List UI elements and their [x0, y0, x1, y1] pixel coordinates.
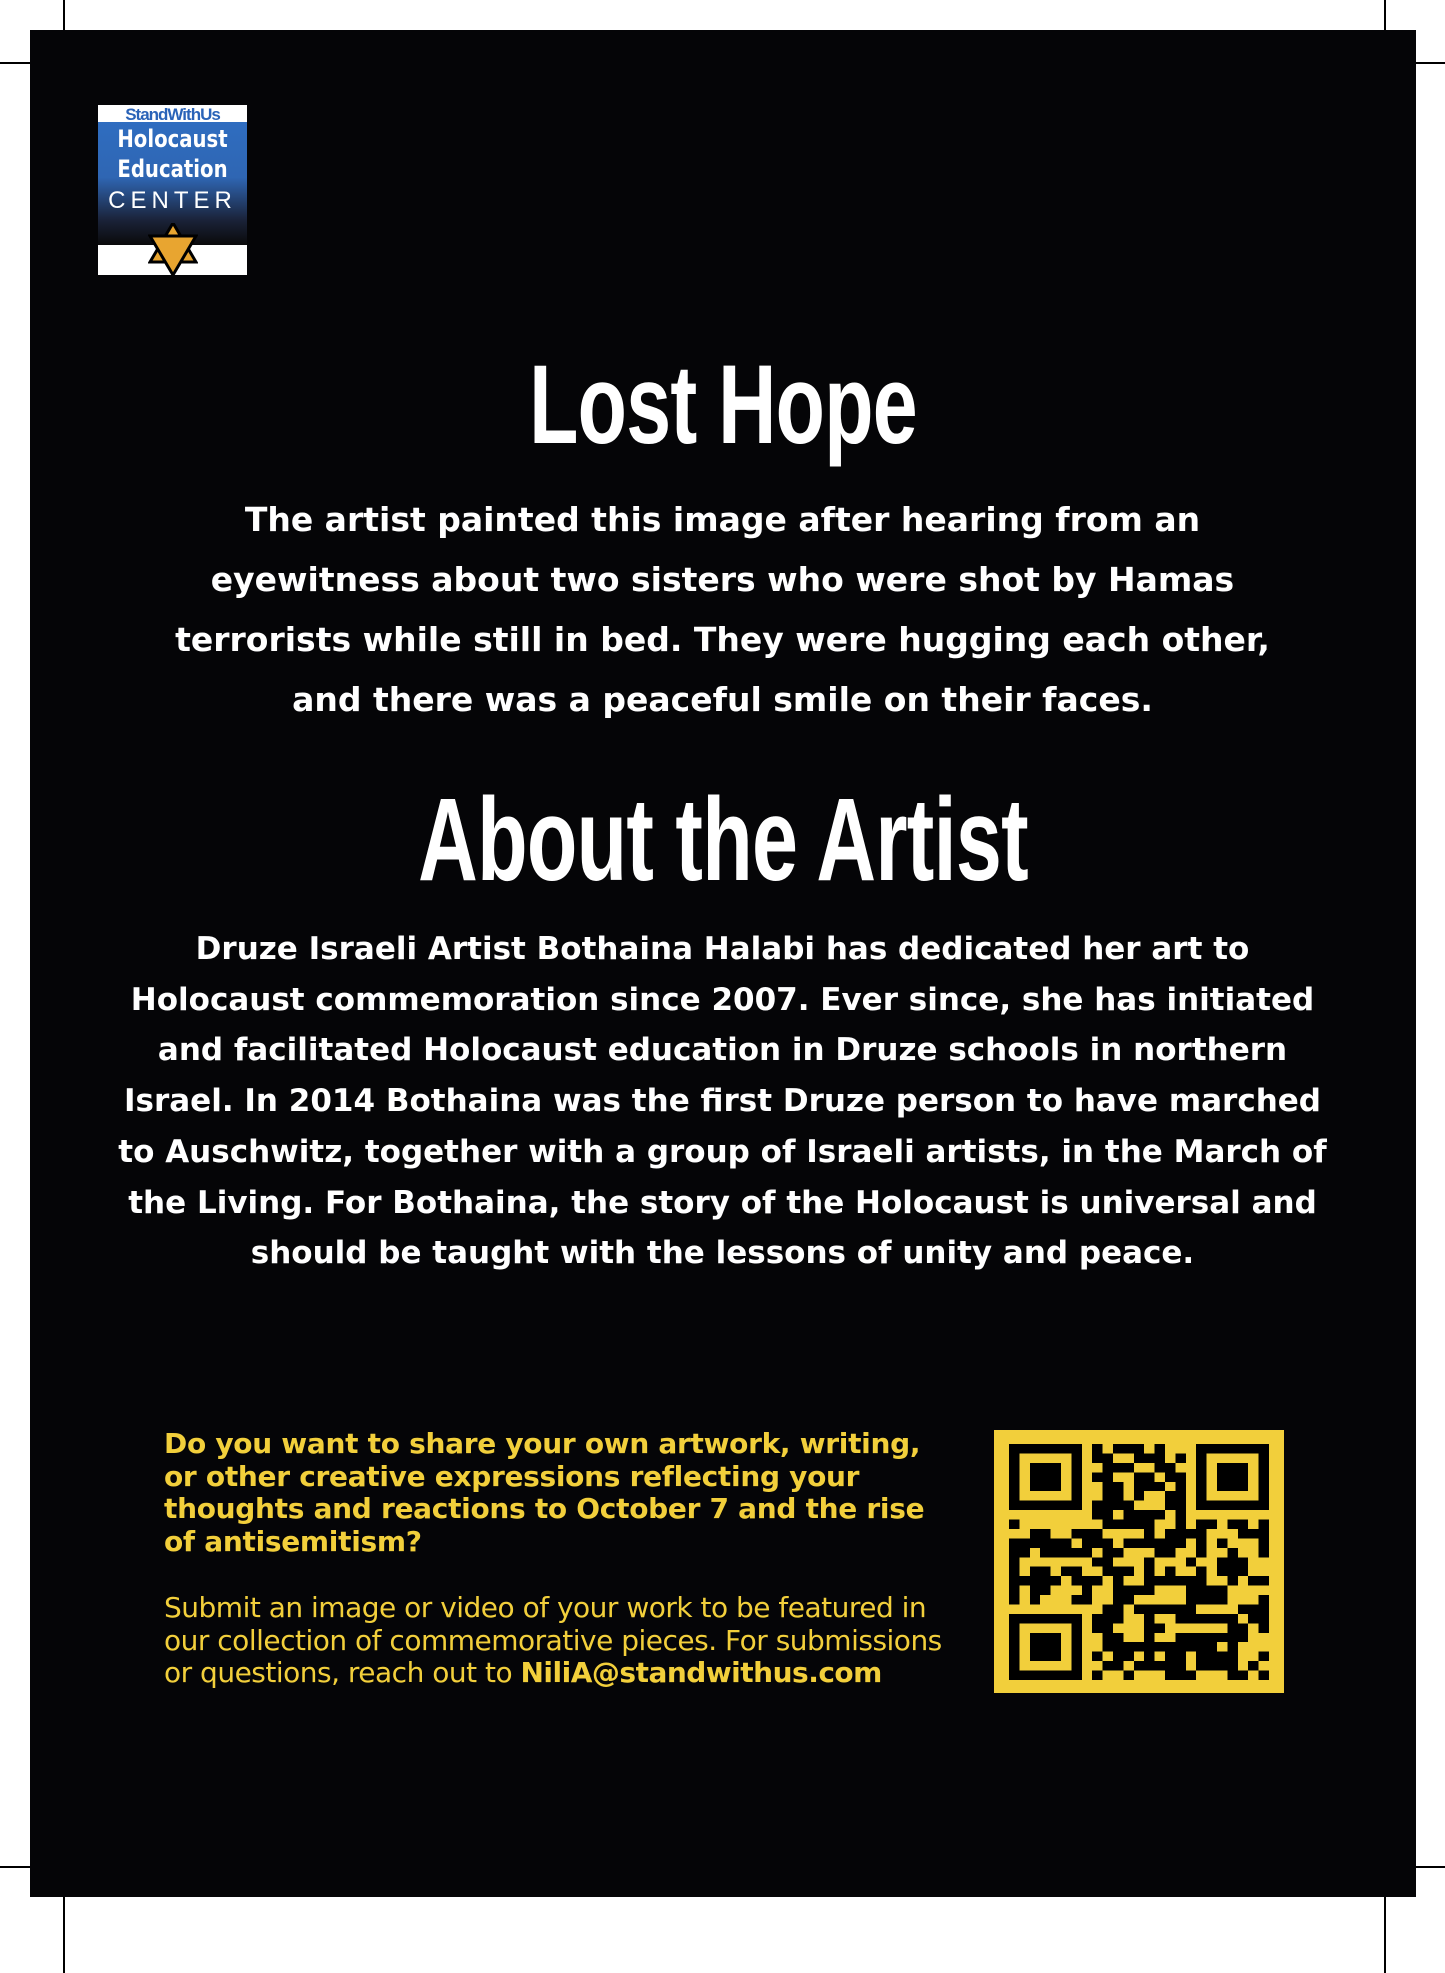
about-heading: About the Artist [418, 774, 1028, 906]
logo-text: StandWithUs [125, 105, 220, 124]
crop-mark [1416, 1866, 1445, 1868]
cta-question: Do you want to share your own artwork, writing, or other creative expressions reflecting your thoughts and reactions to October 7 and the rise of antisemitism? [164, 1427, 925, 1559]
about-text: Druze Israeli Artist Bothaina Halabi has dedicated her art to Holocaust commemoration since 2007. Ever since, she has initiated and facilitated Holocaust education in Druze schools in northern Israel. In 2014 Bothaina was the first Druze person to have marched to Auschwitz, together with a group of Israeli artists, in the March of the Living. For Bothaina, the story of the Holocaust is universal and should be taught with the lessons of unity and peace. [118, 931, 1327, 1272]
crop-mark [63, 0, 65, 30]
crop-mark [1384, 0, 1386, 30]
cta-submit-text [164, 1592, 944, 1690]
qr-code[interactable] [994, 1430, 1284, 1693]
submit-text: Submit an image or video of your work to be featured in our collection of commemorative pieces. For submissions or questions, reach out to [164, 1591, 942, 1690]
email-link[interactable]: NiliA@standwithus.com [520, 1656, 882, 1690]
logo-text: CENTER [108, 187, 237, 214]
crop-mark [63, 1897, 65, 1973]
crop-mark [0, 62, 30, 64]
standwithus-logo [98, 105, 247, 275]
logo-text: Holocaust [117, 125, 228, 153]
star-of-david-icon [148, 223, 198, 275]
artwork-description: The artist painted this image after hearing from an eyewitness about two sisters who were shot by Hamas terrorists while still in bed. They were hugging each other, and there was a peaceful smile on their faces. [175, 500, 1270, 719]
artwork-title: Lost Hope [529, 342, 917, 467]
crop-mark [1384, 1897, 1386, 1973]
crop-mark [0, 1866, 30, 1868]
logo-text: Education [117, 155, 228, 183]
crop-mark [1416, 62, 1445, 64]
